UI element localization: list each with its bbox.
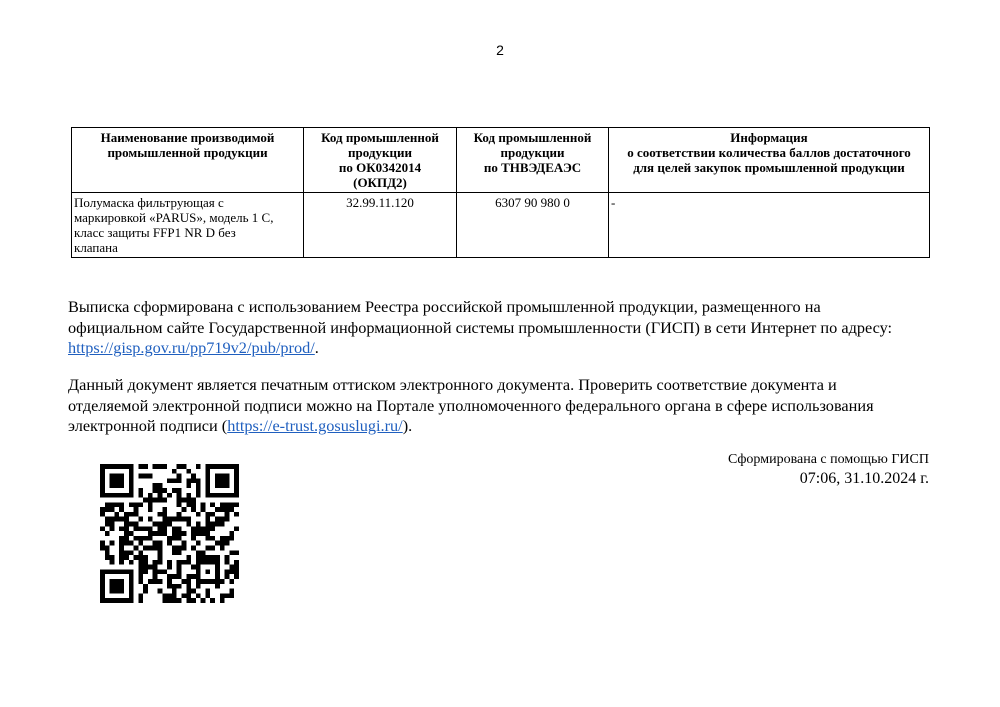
header-text: по ОК0342014 (338, 160, 422, 175)
header-text: промышленной продукции (107, 145, 268, 160)
paragraph-text: отделяемой электронной подписи можно на Портале уполномоченного федерального органа в сфере использования (68, 395, 874, 415)
products-table (71, 127, 930, 258)
header-text: по ТНВЭДЕАЭС (483, 160, 582, 175)
cell-text: клапана (74, 240, 118, 255)
paragraph-text: . (314, 338, 319, 357)
paragraph-text: Данный документ является печатным оттиском электронного документа. Проверить соответствие документа и (68, 375, 837, 394)
cell-tnved-code: 6307 90 980 0 (457, 193, 609, 258)
generation-info (728, 450, 929, 488)
cell-okpd2-code: 32.99.11.120 (304, 193, 457, 258)
table-row (72, 193, 930, 258)
header-text: продукции (348, 145, 412, 160)
header-text: Информация (730, 130, 808, 145)
paragraph-text: ). (402, 416, 413, 435)
qr-code-icon (100, 464, 239, 603)
paragraph-text: Выписка сформирована с использованием Реестра российской промышленной продукции, размещенного на (68, 297, 821, 316)
registry-extract-note (68, 297, 938, 359)
paragraph-text: официальном сайте Государственной информационной системы промышленности (ГИСП) в сети Интернет по адресу: (68, 317, 893, 337)
cell-text: класс защиты FFP1 NR D без (74, 225, 236, 240)
header-points-info (609, 128, 930, 193)
header-text: Код промышленной (321, 130, 439, 145)
generation-timestamp: 07:06, 31.10.2024 г. (799, 470, 929, 487)
table-header-row (72, 128, 930, 193)
page-number: 2 (496, 42, 504, 58)
header-text: Код промышленной (473, 130, 592, 145)
gisp-registry-link[interactable]: https://gisp.gov.ru/pp719v2/pub/prod/ (68, 338, 315, 357)
etrust-link[interactable]: https://e-trust.gosuslugi.ru/ (227, 416, 403, 435)
cell-text: Полумаска фильтрующая с (74, 195, 224, 210)
header-text: Наименование производимой (100, 130, 275, 145)
cell-product-name (72, 193, 304, 258)
header-text: для целей закупок промышленной продукции (633, 160, 905, 175)
generated-by: Сформирована с помощью ГИСП (728, 452, 929, 467)
cell-points-info: - (609, 193, 930, 258)
header-text: продукции (500, 145, 565, 160)
header-okpd2-code (304, 128, 457, 193)
signature-check-note (68, 375, 938, 437)
header-text: (ОКПД2) (353, 175, 407, 190)
cell-text: маркировкой «PARUS», модель 1 С, (74, 210, 274, 225)
header-text: о соответствии количества баллов достаточного (627, 145, 911, 160)
paragraph-text: электронной подписи ( (68, 416, 228, 435)
header-product-name (72, 128, 304, 193)
header-tnved-code (457, 128, 609, 193)
